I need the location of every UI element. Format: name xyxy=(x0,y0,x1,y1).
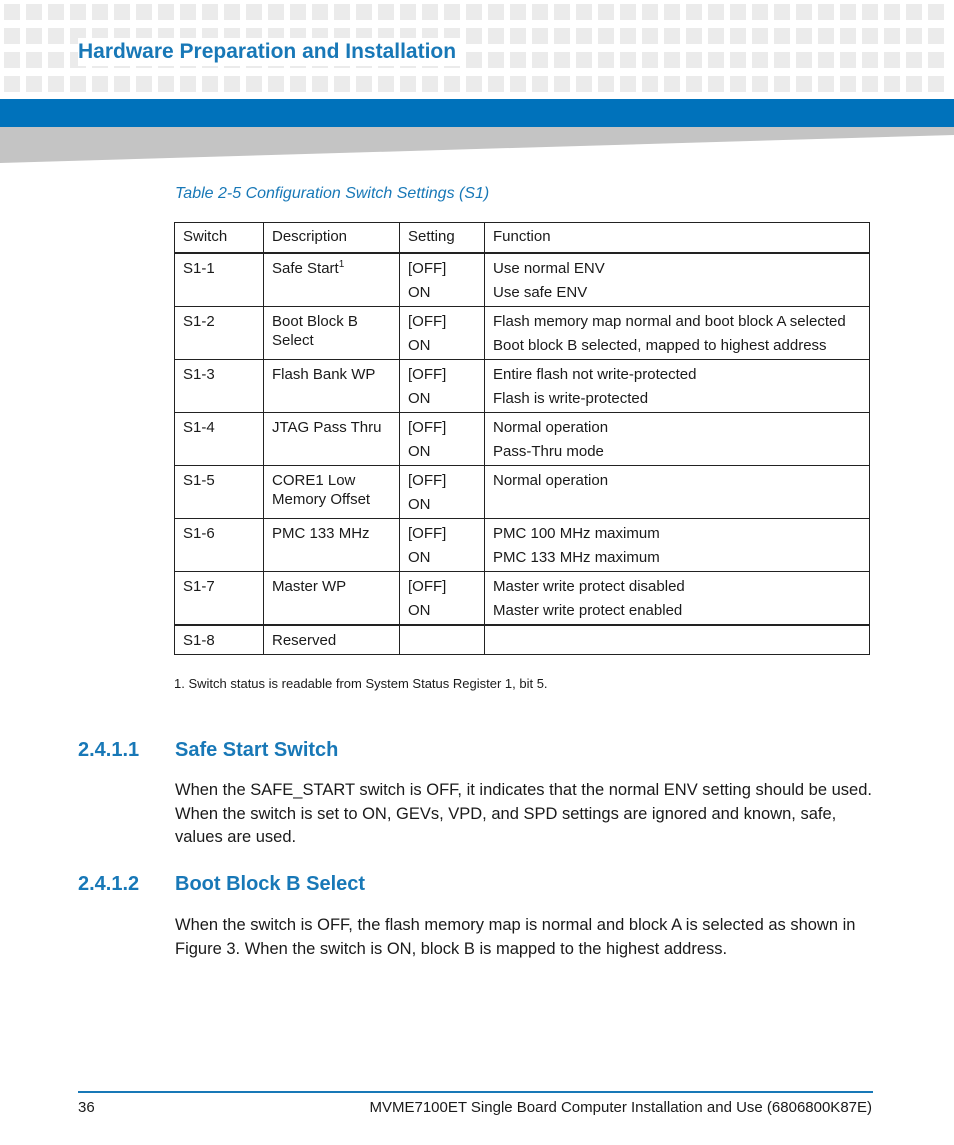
tile xyxy=(620,76,636,92)
tile xyxy=(400,76,416,92)
setting-value: ON xyxy=(408,602,431,619)
tile xyxy=(268,76,284,92)
tile xyxy=(730,4,746,20)
tile xyxy=(466,76,482,92)
tile xyxy=(708,28,724,44)
tile xyxy=(664,76,680,92)
tile xyxy=(884,52,900,68)
tile xyxy=(774,4,790,20)
function-value: Entire flash not write-protected xyxy=(493,366,697,383)
tile xyxy=(312,4,328,20)
setting-value: ON xyxy=(408,496,431,513)
tile xyxy=(576,76,592,92)
section-body: When the SAFE_START switch is OFF, it indicates that the normal ENV setting should be used. When the switch is set to ON, GEVs, VPD, and SPD settings are ignored and known, safe, values are used. xyxy=(175,781,872,846)
description-cell xyxy=(264,572,400,626)
tile xyxy=(356,76,372,92)
tile xyxy=(708,52,724,68)
tile xyxy=(136,76,152,92)
description-text: Boot Block B Select xyxy=(272,313,358,349)
setting-value: ON xyxy=(408,390,431,407)
tile xyxy=(796,28,812,44)
description-text: Safe Start xyxy=(272,260,339,277)
table-row xyxy=(175,307,870,360)
tile xyxy=(576,28,592,44)
setting-cell xyxy=(400,572,485,626)
tile xyxy=(686,52,702,68)
tile xyxy=(202,76,218,92)
tile xyxy=(554,52,570,68)
tile xyxy=(48,28,64,44)
function-cell xyxy=(485,413,870,466)
tile xyxy=(444,76,460,92)
description-text: PMC 133 MHz xyxy=(272,525,370,542)
setting-cell xyxy=(400,625,485,655)
tile xyxy=(840,76,856,92)
function-value: Master write protect enabled xyxy=(493,602,683,619)
tile xyxy=(642,28,658,44)
tile xyxy=(224,4,240,20)
tile xyxy=(4,4,20,20)
setting-cell xyxy=(400,466,485,519)
description-cell xyxy=(264,253,400,307)
tile xyxy=(576,4,592,20)
tile xyxy=(774,28,790,44)
tile xyxy=(928,52,944,68)
tile xyxy=(576,52,592,68)
tile xyxy=(642,52,658,68)
tile xyxy=(26,4,42,20)
tile xyxy=(246,76,262,92)
setting-cell xyxy=(400,253,485,307)
table-row xyxy=(175,253,870,307)
tile xyxy=(70,76,86,92)
tile xyxy=(884,28,900,44)
tile xyxy=(488,52,504,68)
document-title: MVME7100ET Single Board Computer Installation and Use (6806800K87E) xyxy=(369,1099,872,1116)
tile xyxy=(422,4,438,20)
tile xyxy=(378,4,394,20)
tile xyxy=(92,4,108,20)
function-value: Normal operation xyxy=(493,472,609,489)
config-switch-table xyxy=(174,222,870,655)
switch-cell: S1-2 xyxy=(175,307,264,360)
tile xyxy=(708,76,724,92)
tile xyxy=(796,76,812,92)
tile xyxy=(664,28,680,44)
tile xyxy=(642,76,658,92)
tile xyxy=(664,52,680,68)
tile xyxy=(862,76,878,92)
table-header-row xyxy=(175,223,870,254)
tile xyxy=(532,4,548,20)
tile xyxy=(686,4,702,20)
tile xyxy=(224,76,240,92)
tile xyxy=(752,76,768,92)
tile xyxy=(466,52,482,68)
tile xyxy=(928,4,944,20)
table-row xyxy=(175,519,870,572)
setting-value: [OFF] xyxy=(408,366,447,383)
function-cell xyxy=(485,572,870,626)
tile xyxy=(158,4,174,20)
table-row xyxy=(175,625,870,655)
tile xyxy=(796,52,812,68)
switch-cell: S1-1 xyxy=(175,253,264,307)
tile xyxy=(686,76,702,92)
tile-row xyxy=(4,4,944,20)
tile xyxy=(818,52,834,68)
tile xyxy=(840,52,856,68)
tile xyxy=(136,4,152,20)
description-text: Flash Bank WP xyxy=(272,366,376,383)
tile xyxy=(180,4,196,20)
column-header-switch: Switch xyxy=(175,223,264,254)
tile xyxy=(334,4,350,20)
tile xyxy=(774,76,790,92)
footnote-marker: 1 xyxy=(338,259,345,270)
tile xyxy=(906,52,922,68)
tile xyxy=(202,4,218,20)
description-cell xyxy=(264,413,400,466)
tile xyxy=(246,4,262,20)
setting-value: [OFF] xyxy=(408,472,447,489)
function-value: Flash is write-protected xyxy=(493,390,649,407)
tile xyxy=(686,28,702,44)
tile xyxy=(554,28,570,44)
table-row xyxy=(175,572,870,626)
tile xyxy=(532,76,548,92)
header-title: Hardware Preparation and Installation xyxy=(78,38,460,66)
tile xyxy=(4,52,20,68)
tile xyxy=(488,4,504,20)
setting-cell xyxy=(400,413,485,466)
tile xyxy=(180,76,196,92)
tile xyxy=(818,4,834,20)
tile xyxy=(114,76,130,92)
tile xyxy=(4,28,20,44)
tile xyxy=(730,76,746,92)
tile xyxy=(70,4,86,20)
tile xyxy=(290,4,306,20)
tile xyxy=(884,76,900,92)
tile xyxy=(620,52,636,68)
tile xyxy=(796,4,812,20)
tile xyxy=(598,76,614,92)
description-cell xyxy=(264,466,400,519)
tile xyxy=(466,28,482,44)
tile xyxy=(158,76,174,92)
table-row xyxy=(175,466,870,519)
tile xyxy=(884,4,900,20)
tile xyxy=(730,28,746,44)
tile xyxy=(444,4,460,20)
tile xyxy=(554,4,570,20)
description-text: Master WP xyxy=(272,578,347,595)
tile xyxy=(114,4,130,20)
tile xyxy=(818,28,834,44)
description-cell xyxy=(264,360,400,413)
tile xyxy=(906,4,922,20)
function-value: Flash memory map normal and boot block A selected xyxy=(493,313,846,330)
setting-value: ON xyxy=(408,549,431,566)
function-cell xyxy=(485,466,870,519)
setting-value: ON xyxy=(408,337,431,354)
tile xyxy=(554,76,570,92)
tile xyxy=(730,52,746,68)
description-cell xyxy=(264,519,400,572)
section-body: When the switch is OFF, the flash memory map is normal and block A is selected as shown in Figure 3. When the switch is ON, block B is mapped to the highest address. xyxy=(175,916,856,958)
tile xyxy=(928,76,944,92)
function-cell xyxy=(485,253,870,307)
function-cell xyxy=(485,625,870,655)
tile xyxy=(840,28,856,44)
setting-cell xyxy=(400,307,485,360)
page-number: 36 xyxy=(78,1099,95,1116)
table-footnote: 1. Switch status is readable from System Status Register 1, bit 5. xyxy=(174,676,548,691)
tile xyxy=(598,28,614,44)
switch-cell: S1-8 xyxy=(175,625,264,655)
tile xyxy=(510,4,526,20)
tile xyxy=(334,76,350,92)
tile xyxy=(26,28,42,44)
tile xyxy=(488,76,504,92)
description-text: JTAG Pass Thru xyxy=(272,419,382,436)
tile xyxy=(290,76,306,92)
tile xyxy=(752,52,768,68)
tile xyxy=(620,4,636,20)
table-row xyxy=(175,413,870,466)
tile xyxy=(92,76,108,92)
switch-cell: S1-4 xyxy=(175,413,264,466)
description-cell xyxy=(264,307,400,360)
tile xyxy=(752,4,768,20)
tile xyxy=(774,52,790,68)
setting-cell xyxy=(400,360,485,413)
section-number: 2.4.1.1 xyxy=(78,739,140,761)
tile xyxy=(818,76,834,92)
setting-value: [OFF] xyxy=(408,419,447,436)
function-cell xyxy=(485,307,870,360)
function-cell xyxy=(485,519,870,572)
description-text: CORE1 Low Memory Offset xyxy=(272,472,371,508)
tile xyxy=(466,4,482,20)
tile xyxy=(48,76,64,92)
tile xyxy=(378,76,394,92)
section-number: 2.4.1.2 xyxy=(78,873,140,895)
tile xyxy=(510,76,526,92)
tile xyxy=(4,76,20,92)
function-value: PMC 133 MHz maximum xyxy=(493,549,660,566)
tile xyxy=(862,4,878,20)
column-header-description: Description xyxy=(264,223,400,254)
column-header-setting: Setting xyxy=(400,223,485,254)
setting-cell xyxy=(400,519,485,572)
function-cell xyxy=(485,360,870,413)
tile xyxy=(664,4,680,20)
tile xyxy=(906,28,922,44)
tile xyxy=(26,52,42,68)
function-value: Boot block B selected, mapped to highest address xyxy=(493,337,827,354)
table-caption: Table 2-5 Configuration Switch Settings (S1) xyxy=(175,185,490,202)
tile xyxy=(598,52,614,68)
setting-value: [OFF] xyxy=(408,578,447,595)
section-title: Boot Block B Select xyxy=(175,873,366,895)
tile xyxy=(862,28,878,44)
tile xyxy=(312,76,328,92)
column-header-function: Function xyxy=(485,223,870,254)
tile xyxy=(928,28,944,44)
function-value: Normal operation xyxy=(493,419,609,436)
footer-rule xyxy=(78,1091,873,1093)
switch-cell: S1-3 xyxy=(175,360,264,413)
function-value: PMC 100 MHz maximum xyxy=(493,525,660,542)
tile xyxy=(532,52,548,68)
tile xyxy=(840,4,856,20)
tile xyxy=(620,28,636,44)
switch-cell: S1-7 xyxy=(175,572,264,626)
setting-value: [OFF] xyxy=(408,313,447,330)
setting-value: ON xyxy=(408,443,431,460)
tile xyxy=(356,4,372,20)
tile xyxy=(268,4,284,20)
tile-row xyxy=(4,76,944,92)
section-title: Safe Start Switch xyxy=(175,739,339,761)
function-value: Pass-Thru mode xyxy=(493,443,604,460)
table-row xyxy=(175,360,870,413)
tile xyxy=(48,52,64,68)
setting-value: [OFF] xyxy=(408,260,447,277)
tile xyxy=(26,76,42,92)
tile xyxy=(510,28,526,44)
setting-value: [OFF] xyxy=(408,525,447,542)
tile xyxy=(532,28,548,44)
switch-cell: S1-6 xyxy=(175,519,264,572)
tile xyxy=(422,76,438,92)
setting-value: ON xyxy=(408,284,431,301)
tile xyxy=(510,52,526,68)
function-value: Use safe ENV xyxy=(493,284,588,301)
description-cell: Reserved xyxy=(264,625,400,655)
header-grey-swoosh xyxy=(0,127,954,163)
switch-cell: S1-5 xyxy=(175,466,264,519)
tile xyxy=(642,4,658,20)
function-value: Master write protect disabled xyxy=(493,578,685,595)
tile xyxy=(752,28,768,44)
tile xyxy=(598,4,614,20)
header-blue-band xyxy=(0,99,954,127)
tile xyxy=(862,52,878,68)
tile xyxy=(48,4,64,20)
tile xyxy=(906,76,922,92)
function-value: Use normal ENV xyxy=(493,260,605,277)
tile xyxy=(708,4,724,20)
tile xyxy=(400,4,416,20)
tile xyxy=(488,28,504,44)
